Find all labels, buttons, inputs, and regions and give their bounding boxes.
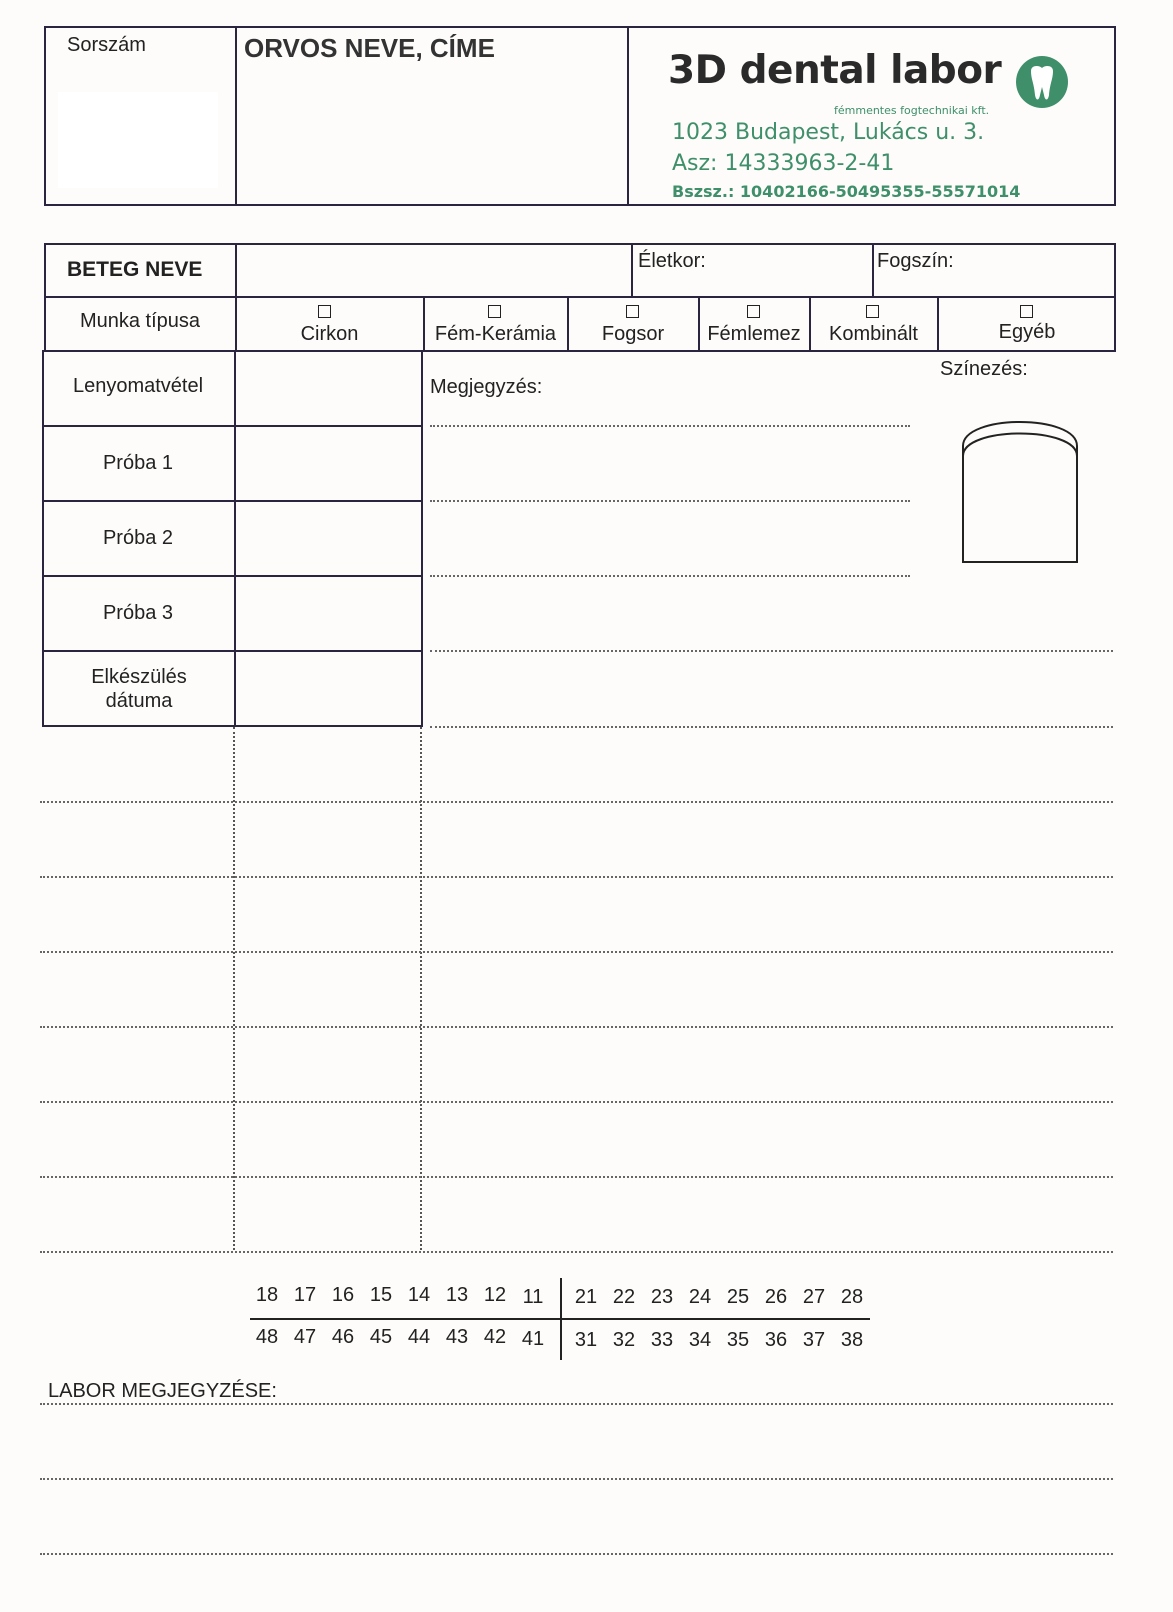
notes-line-5 [430,726,1113,728]
work-option-kombinalt[interactable] [811,298,936,350]
notes-label: Megjegyzés: [430,376,543,398]
lab-subtitle: fémmentes fogtechnikai kft. [834,104,990,117]
orvos-field[interactable] [240,75,620,200]
notes-line-2 [430,500,910,502]
patient-col-shade [872,243,874,297]
tooth-number[interactable]: 23 [650,1286,674,1308]
tooth-number[interactable]: 22 [612,1286,636,1308]
notes-line-3 [430,575,910,577]
checkbox-kombinalt[interactable] [866,305,879,318]
header-divider-2 [627,26,629,206]
option-label: Fém-Kerámia [434,323,557,345]
lab-notes-line-3 [40,1553,1113,1555]
tooth-number[interactable]: 26 [764,1286,788,1308]
tooth-number[interactable]: 21 [574,1286,598,1308]
tooth-number[interactable]: 37 [802,1329,826,1351]
step-date-field-3[interactable] [238,504,420,572]
tooth-chart [250,1278,875,1360]
tooth-number[interactable]: 17 [293,1284,317,1306]
steps-row-3 [42,575,423,577]
checkbox-cirkon[interactable] [318,305,331,318]
age-label: Életkor: [638,250,706,272]
lab-asz: Asz: 14333963-2-41 [672,151,895,176]
work-type-label: Munka típusa [79,310,201,332]
tooth-number[interactable]: 32 [612,1329,636,1351]
coloring-label: Színezés: [940,358,1028,380]
option-label: Kombinált [829,323,918,345]
tooth-number[interactable]: 34 [688,1329,712,1351]
shade-label: Fogszín: [877,250,954,272]
steps-row-4 [42,650,423,652]
tooth-number[interactable]: 27 [802,1286,826,1308]
work-option-femlemez[interactable] [700,298,808,350]
work-option-egyeb[interactable] [939,298,1115,350]
tooth-number[interactable]: 31 [574,1329,598,1351]
age-field[interactable] [636,274,868,294]
step-date-field-2[interactable] [238,429,420,497]
header-divider-1 [235,26,237,206]
tooth-number[interactable]: 24 [688,1286,712,1308]
tooth-number[interactable]: 42 [483,1326,507,1348]
step-proba-3: Próba 3 [102,602,174,624]
lab-address: 1023 Budapest, Lukács u. 3. [672,120,985,145]
tooth-number[interactable]: 35 [726,1329,750,1351]
tooth-chart-vertical [560,1278,562,1360]
option-label: Egyéb [998,321,1056,343]
tooth-number[interactable]: 46 [331,1326,355,1348]
step-date-field-5[interactable] [238,654,420,724]
tooth-number[interactable]: 16 [331,1284,355,1306]
step-lenyomatvetel: Lenyomatvétel [72,375,204,397]
grid-line-7 [40,1251,1113,1253]
tooth-number[interactable]: 33 [650,1329,674,1351]
step-proba-1: Próba 1 [102,452,174,474]
tooth-number[interactable]: 13 [445,1284,469,1306]
patient-name-field[interactable] [240,247,626,292]
lab-notes-line-1 [40,1403,1113,1405]
steps-row-1 [42,425,423,427]
tooth-number[interactable]: 44 [407,1326,431,1348]
patient-name-label: BETEG NEVE [67,258,203,281]
lab-name: 3D dental labor [668,48,1002,93]
lab-notes-label: LABOR MEGJEGYZÉSE: [48,1380,277,1402]
sorszam-field[interactable] [58,92,218,188]
notes-line-4 [430,650,1113,652]
patient-col-age [631,243,633,297]
step-elkeszules-datuma: Elkészülés dátuma [91,666,187,712]
lab-notes-line-2 [40,1478,1113,1480]
tooth-number[interactable]: 48 [255,1326,279,1348]
extra-entries-area[interactable] [40,730,1113,1248]
checkbox-fem-keramia[interactable] [488,305,501,318]
tooth-number[interactable]: 38 [840,1329,864,1351]
step-date-field-4[interactable] [238,579,420,647]
shade-field[interactable] [876,274,1110,294]
steps-row-2 [42,500,423,502]
tooth-number[interactable]: 18 [255,1284,279,1306]
tooth-number[interactable]: 36 [764,1329,788,1351]
sorszam-label: Sorszám [67,34,146,56]
lab-notes-field[interactable] [40,1404,1113,1600]
checkbox-fogsor[interactable] [626,305,639,318]
orvos-label: ORVOS NEVE, CÍME [244,33,495,63]
step-proba-2: Próba 2 [102,527,174,549]
tooth-number[interactable]: 47 [293,1326,317,1348]
checkbox-egyeb[interactable] [1020,305,1033,318]
step-date-field-1[interactable] [238,354,420,422]
tooth-number[interactable]: 41 [521,1328,545,1350]
option-label: Fémlemez [707,323,801,345]
tooth-number[interactable]: 28 [840,1286,864,1308]
tooth-number[interactable]: 25 [726,1286,750,1308]
work-option-fem-keramia[interactable] [425,298,566,350]
tooth-number[interactable]: 43 [445,1326,469,1348]
notes-line-1 [430,425,910,427]
work-option-fogsor[interactable] [569,298,697,350]
tooth-number[interactable]: 11 [522,1286,544,1308]
option-label: Cirkon [300,323,359,345]
tooth-number[interactable]: 45 [369,1326,393,1348]
option-label: Fogsor [601,323,665,345]
coloring-tooth-diagram[interactable] [958,402,1082,566]
lab-bszsz: Bszsz.: 10402166-50495355-55571014 [672,182,1021,201]
checkbox-femlemez[interactable] [747,305,760,318]
tooth-number[interactable]: 12 [483,1284,507,1306]
steps-col-divider [234,350,236,727]
work-option-cirkon[interactable] [237,298,422,350]
tooth-icon [1015,55,1069,109]
tooth-number[interactable]: 15 [369,1284,393,1306]
tooth-number[interactable]: 14 [407,1284,431,1306]
